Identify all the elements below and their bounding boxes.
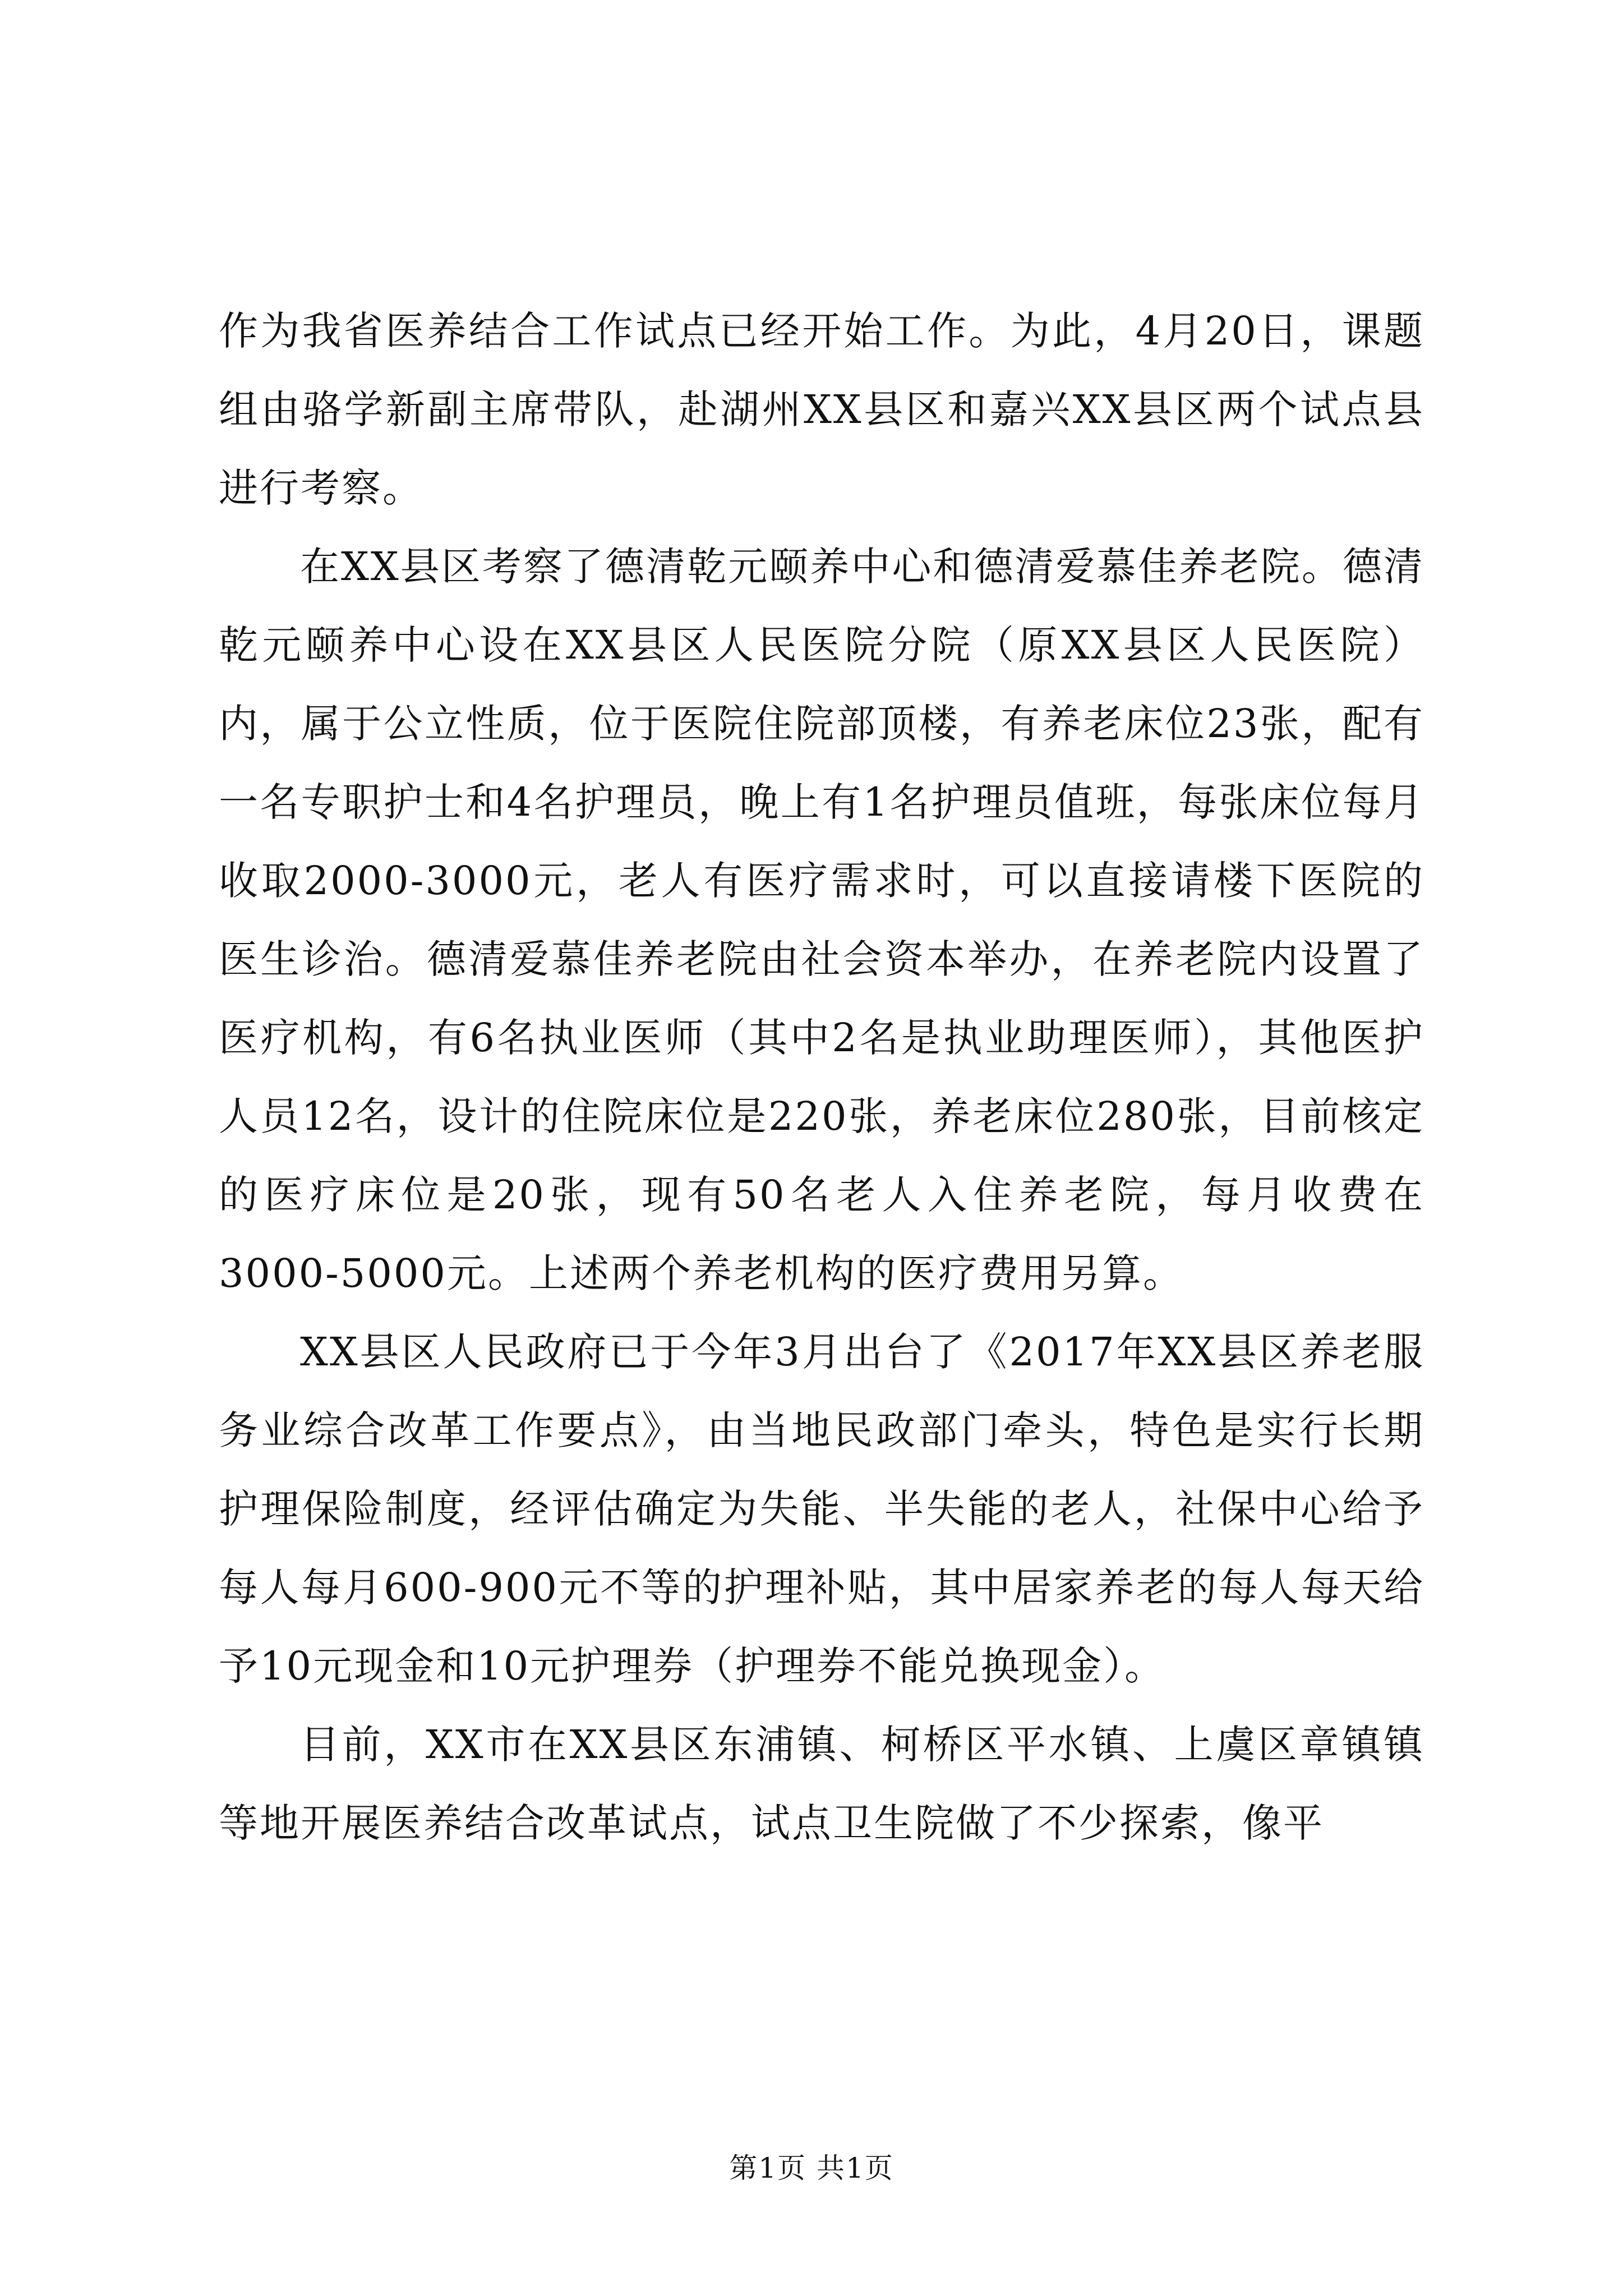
paragraph-4: 目前，XX市在XX县区东浦镇、柯桥区平水镇、上虞区章镇镇等地开展医养结合改革试点，试点卫生院做了不少探索，像平: [219, 1722, 1424, 1846]
paragraph-2: 在XX县区考察了德清乾元颐养中心和德清爱慕佳养老院。德清乾元颐养中心设在XX县区人民医院分院（原XX县区人民医院）内，属于公立性质，位于医院住院部顶楼，有养老床位23张，配有一名专职护士和4名护理员，晚上有1名护理员值班，每张床位每月收取2000-3000元，老人有医疗需求时，可以直接请楼下医院的医生诊治。德清爱慕佳养老院由社会资本举办，在养老院内设置了医疗机构，有6名执业医师（其中2名是执业助理医师），其他医护人员12名，设计的住院床位是220张，养老床位280张，目前核定的医疗床位是20张，现有50名老人入住养老院，每月收费在3000-5000元。上述两个养老机构的医疗费用另算。: [219, 544, 1424, 1296]
paragraph-1: 作为我省医养结合工作试点已经开始工作。为此，4月20日，课题组由骆学新副主席带队，赴湖州XX县区和嘉兴XX县区两个试点县进行考察。: [219, 308, 1424, 511]
page-footer: 第1页 共1页: [729, 2152, 894, 2184]
paragraph-3: XX县区人民政府已于今年3月出台了《2017年XX县区养老服务业综合改革工作要点》，由当地民政部门牵头，特色是实行长期护理保险制度，经评估确定为失能、半失能的老人，社保中心给予每人每月600-900元不等的护理补贴，其中居家养老的每人每天给予10元现金和10元护理券（护理券不能兑换现金）。: [219, 1329, 1424, 1689]
document-body: [219, 292, 1424, 1862]
